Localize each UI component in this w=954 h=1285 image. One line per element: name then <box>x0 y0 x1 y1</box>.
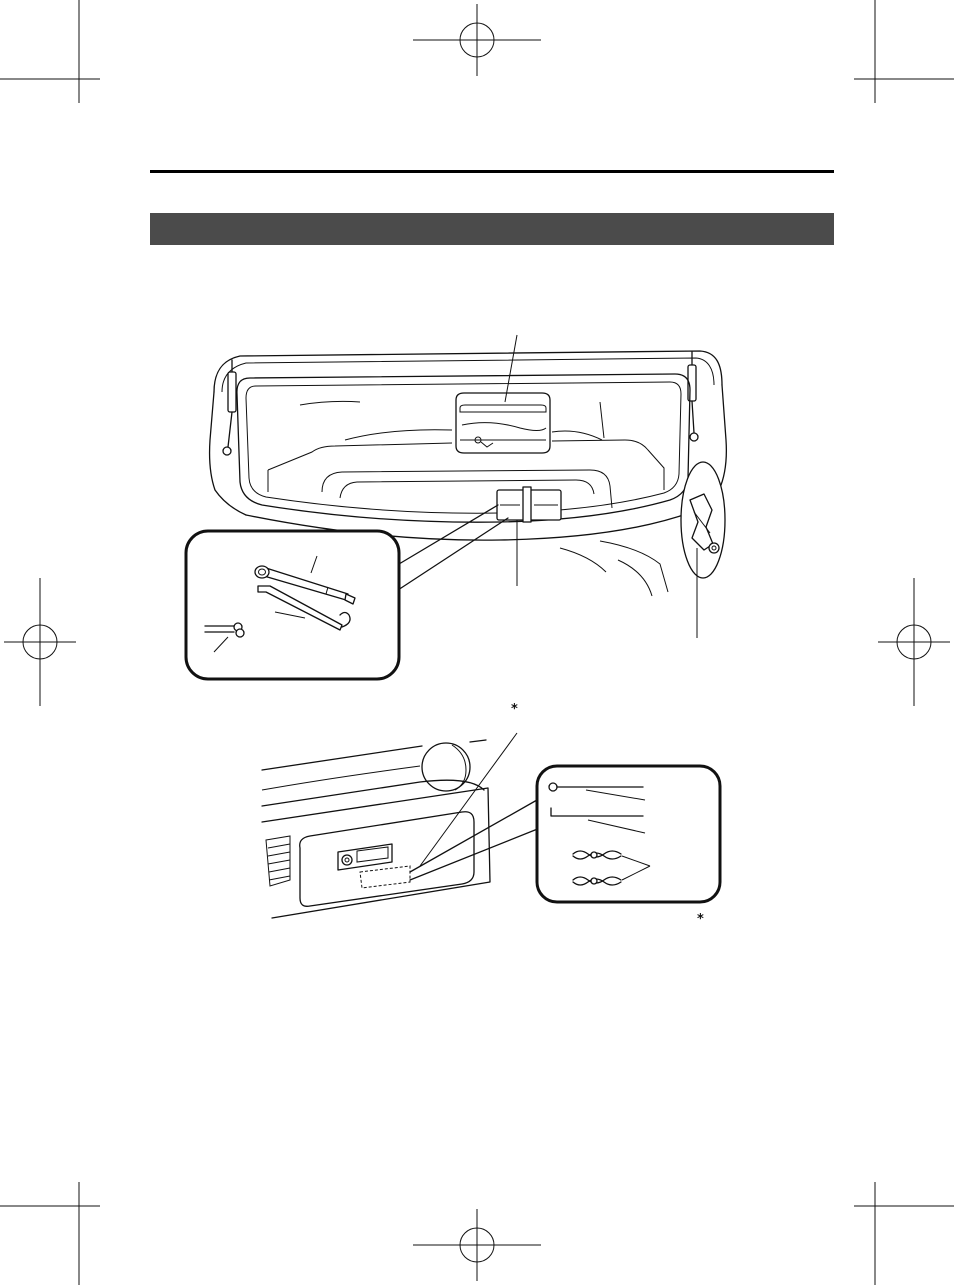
inset-pointer-upper <box>394 505 498 567</box>
glovebox-marker: * <box>511 702 518 717</box>
registration-mark-left <box>4 578 76 706</box>
inset-pointer-lower <box>398 518 508 590</box>
tool-bag <box>497 487 561 522</box>
footnote-marker: * <box>697 912 704 927</box>
tool-inset <box>186 505 508 679</box>
air-vent <box>422 743 470 791</box>
repair-kit-box <box>456 393 550 453</box>
jack-location <box>681 462 725 578</box>
spare-well <box>322 470 612 508</box>
hidden-tool-location <box>360 866 410 888</box>
leader-repair-kit <box>505 335 517 402</box>
glovebox-illustration <box>262 702 720 927</box>
registration-mark-right <box>878 578 950 706</box>
side-vent-grille <box>266 836 290 886</box>
left-lid-strut <box>223 360 236 455</box>
glovebox-latch <box>338 844 392 870</box>
registration-mark-bottom <box>413 1209 541 1281</box>
trunk-illustration <box>186 335 726 679</box>
registration-mark-top <box>413 4 541 76</box>
